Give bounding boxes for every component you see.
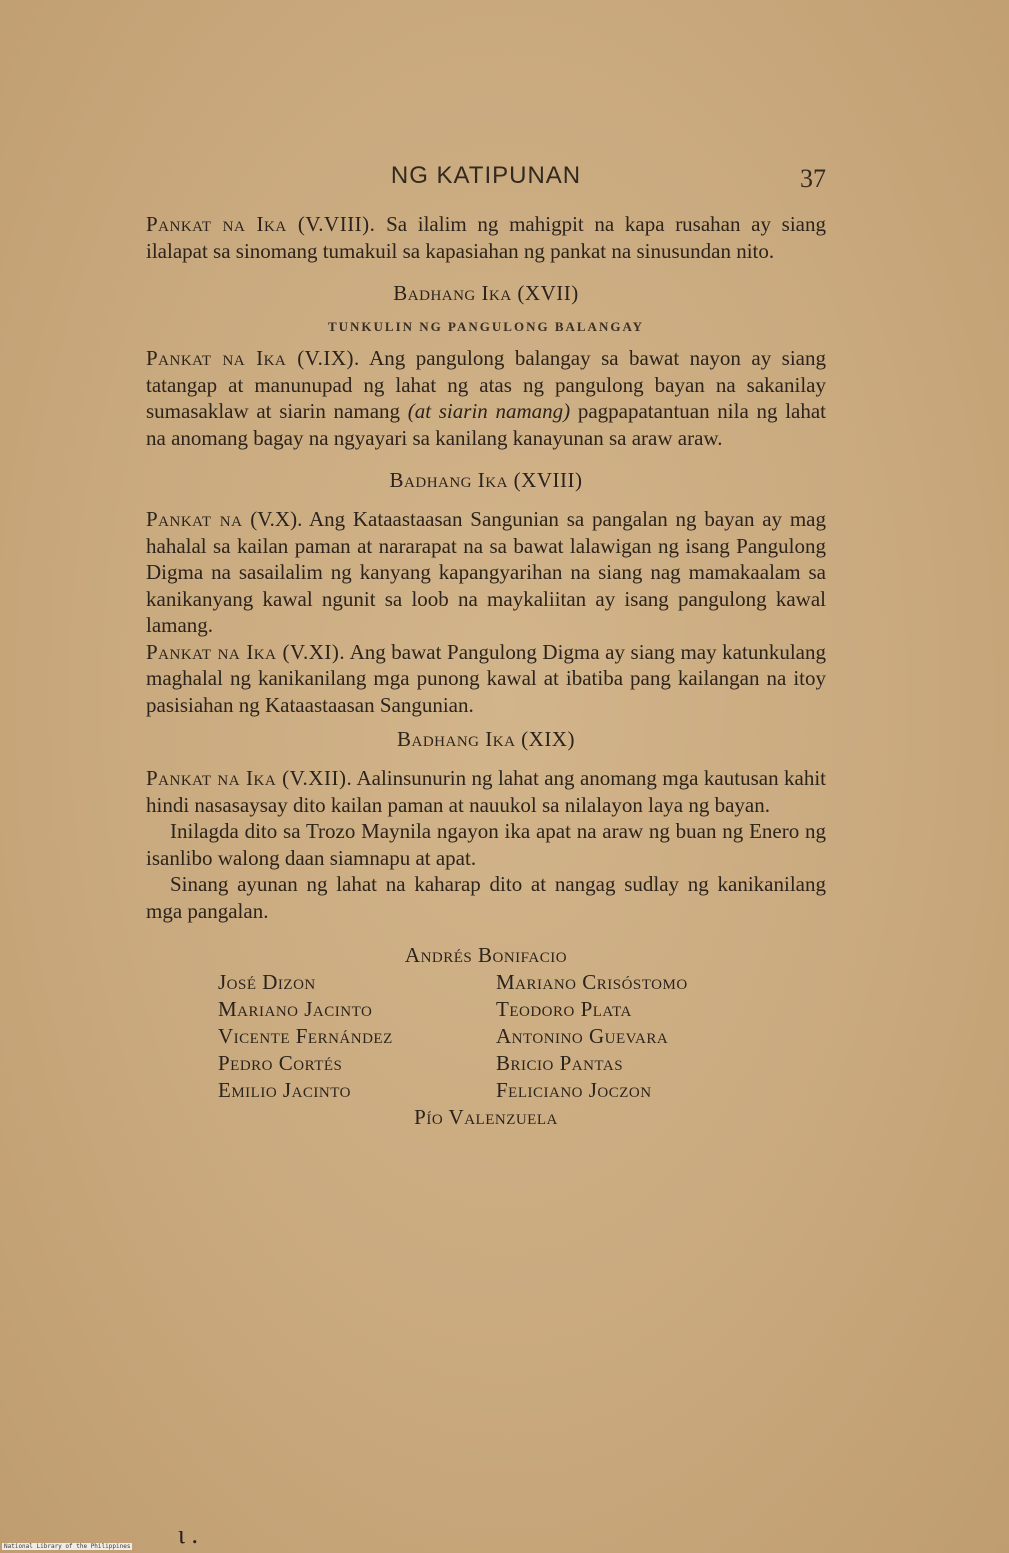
article-text: Ang pangulong balangay sa bawat nayon ay siang tatangap at manunupad ng lahat ng atas ng pangulong bayan na sakanilay sumasaklaw at siarin namang	[146, 346, 826, 423]
library-credit: National Library of the Philippines	[4, 1543, 131, 1550]
signatory-top: Andrés Bonifacio	[404, 943, 568, 967]
signatory-right: Bricio Pantas	[496, 1051, 624, 1075]
article-text: Sa ilalim ng mahigpit na kapa rusahan ay siang ilalapat sa sinomang tumakuil sa kapasiahan ng pankat na sinusundan nito.	[146, 212, 826, 263]
article-text-continued: pagpapatantuan nila ng lahat na anomang bagay na ngyayari sa kanilang kanayunan sa araw araw.	[146, 399, 827, 450]
signatories	[146, 942, 826, 1131]
signatory-bottom: Pío Valenzuela	[414, 1105, 558, 1129]
signatory-columns	[146, 969, 826, 1104]
section-subheading: TUNKULIN NG PANGULONG BALANGAY	[327, 319, 645, 334]
paragraph-v10	[146, 506, 826, 639]
running-title: NG KATIPUNAN	[390, 162, 582, 189]
paragraph-signed: Inilagda dito sa Trozo Maynila ngayon ika apat na araw ng buan ng Enero ng isanlibo walong daan siamnapu at apat.	[146, 819, 826, 870]
signatory-right: Mariano Crisóstomo	[496, 970, 688, 994]
page-number: 37	[800, 164, 826, 193]
paragraph-v12	[146, 765, 826, 818]
article-label: Pankat na Ika (V.IX).	[146, 346, 360, 370]
article-label: Pankat na Ika (V.XII).	[146, 766, 353, 790]
signatory-left: José Dizon	[218, 970, 316, 994]
section-heading-xviii: Badhang Ika (XVIII)	[389, 468, 583, 492]
section-heading-xvii: Badhang Ika (XVII)	[393, 281, 579, 305]
section-heading-xix: Badhang Ika (XIX)	[397, 727, 575, 751]
article-label: Pankat na	[146, 507, 243, 531]
signatory-right: Antonino Guevara	[496, 1024, 669, 1048]
article-italic: (at siarin namang)	[407, 399, 571, 423]
article-text: Aalinsunurin ng lahat ang anomang mga kautusan kahit hindi nasasaysay dito kailan paman at nauukol sa nilalayon laya ng bayan.	[146, 766, 826, 817]
article-label: Pankat na Ika (V.VIII).	[146, 212, 376, 236]
signatory-left: Mariano Jacinto	[218, 997, 373, 1021]
running-head	[146, 160, 826, 196]
body-text	[146, 211, 826, 1131]
signatory-left: Vicente Fernández	[218, 1024, 393, 1048]
footer-mark: ι .	[178, 1520, 198, 1549]
paragraph-agreed: Sinang ayunan ng lahat na kaharap dito at nangag sudlay ng kanikanilang mga pangalan.	[146, 872, 826, 923]
article-text: Ang bawat Pangulong Digma ay siang may katunkulang maghalal ng kanikanilang mga punong kawal at ibatiba pang kailangan na itoy pasisiahan ng Kataastaasan Sangunian.	[146, 639, 826, 717]
signatory-left: Emilio Jacinto	[218, 1078, 351, 1102]
signatory-left: Pedro Cortés	[218, 1051, 343, 1075]
signatory-right: Teodoro Plata	[496, 997, 632, 1021]
article-label: Pankat na Ika (V.XI).	[146, 639, 346, 664]
paragraph-v8	[146, 211, 826, 264]
paragraph-v9	[146, 345, 826, 451]
article-text: (V.X). Ang Kataastaasan Sangunian sa pangalan ng bayan ay mag hahalal sa kailan paman at nararapat na sa bawat lalawigan ng isang Pangulong Digma na sasailalim ng kanyang kapangyarihan na siang nag mamakaalam sa kanikanyang kawal ngunit sa loob na maykaliitan ay isang pangulong kawal lamang.	[146, 507, 826, 637]
paragraph-v11	[146, 639, 826, 719]
signatory-right: Feliciano Joczon	[496, 1078, 652, 1102]
